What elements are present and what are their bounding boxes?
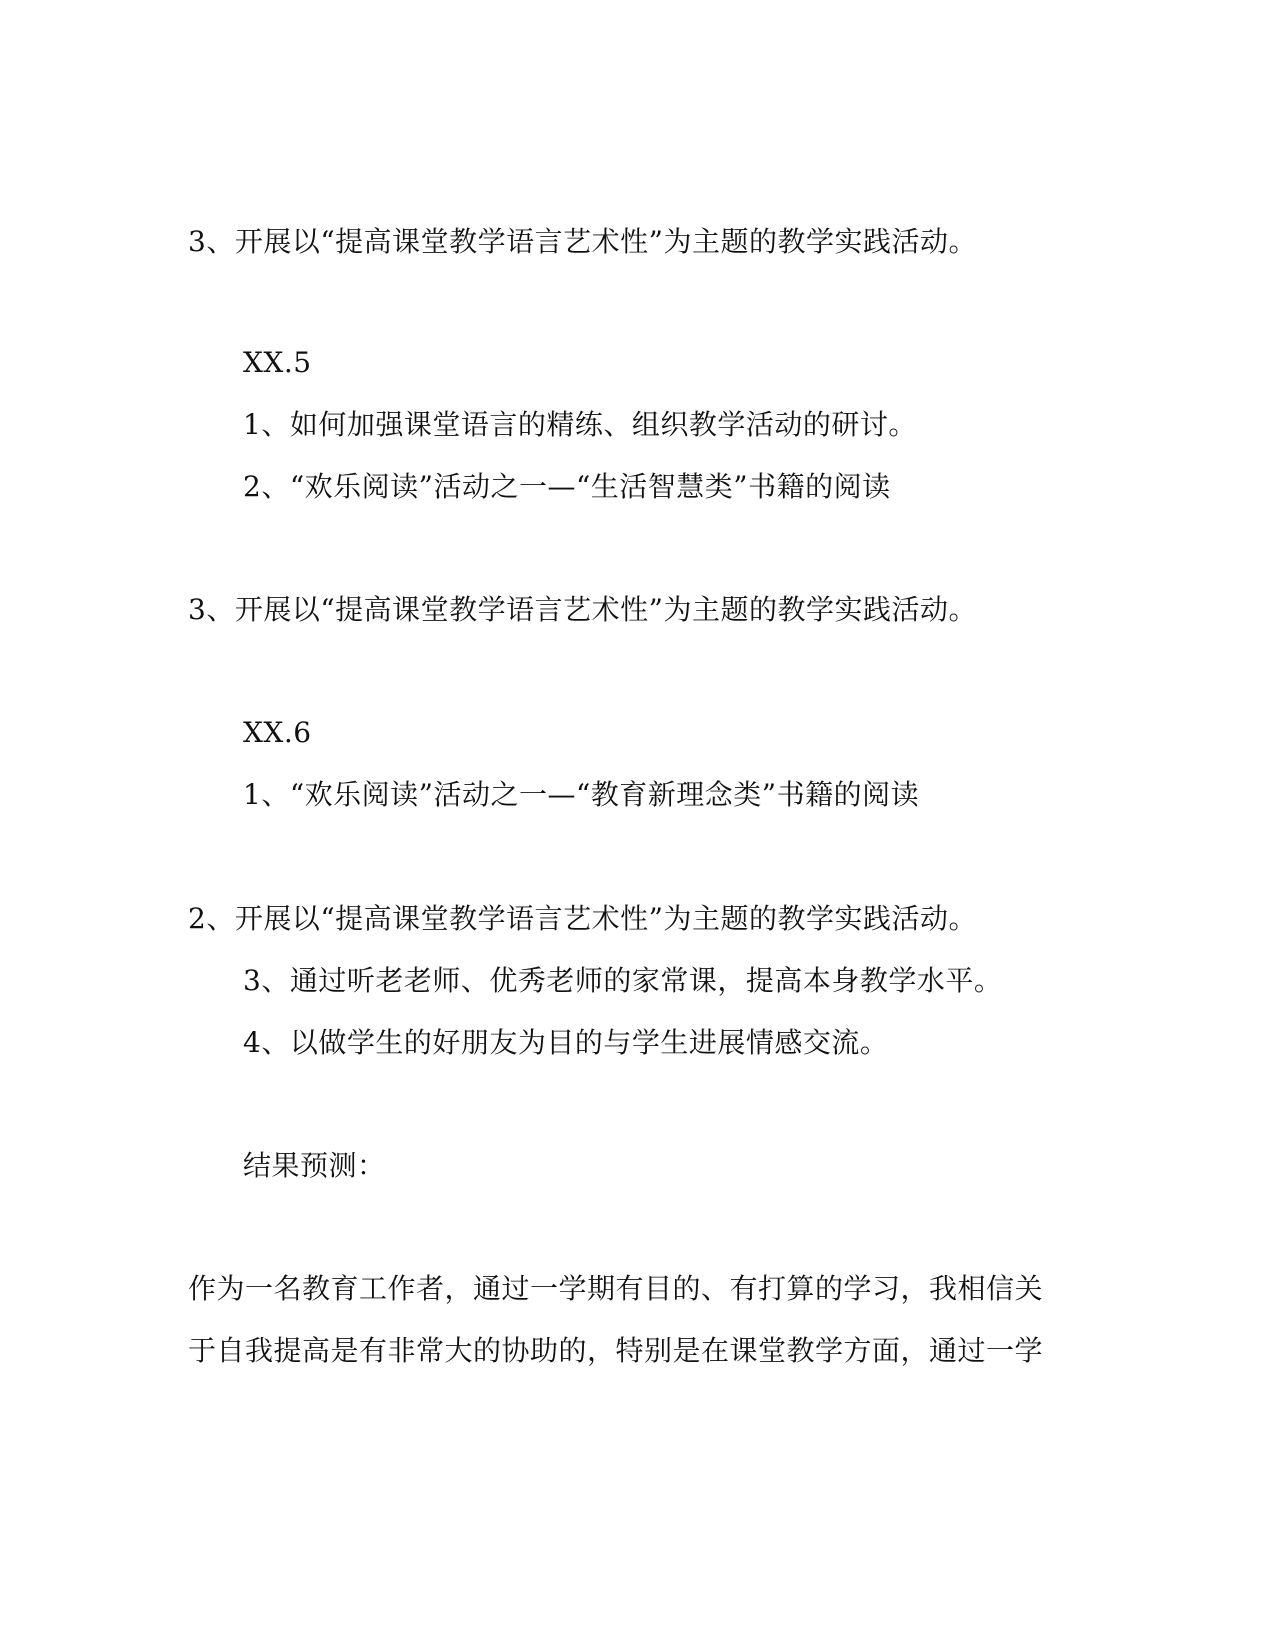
section-heading: XX.5 — [243, 346, 312, 379]
section-heading: XX.6 — [243, 716, 312, 749]
list-item: 3、通过听老老师、优秀老师的家常课，提高本身教学水平。 — [243, 964, 1003, 997]
list-item: 2、“欢乐阅读”活动之一—“生活智慧类”书籍的阅读 — [243, 470, 891, 503]
paragraph-line: 3、开展以“提高课堂教学语言艺术性”为主题的教学实践活动。 — [188, 225, 977, 258]
section-heading: 结果预测： — [243, 1149, 386, 1182]
paragraph-line: 作为一名教育工作者，通过一学期有目的、有打算的学习，我相信关 — [188, 1272, 1044, 1305]
list-item: 4、以做学生的好朋友为目的与学生进展情感交流。 — [243, 1026, 889, 1059]
paragraph-line: 2、开展以“提高课堂教学语言艺术性”为主题的教学实践活动。 — [188, 902, 977, 935]
paragraph-line: 于自我提高是有非常大的协助的，特别是在课堂教学方面，通过一学 — [188, 1334, 1044, 1367]
list-item: 1、如何加强课堂语言的精练、组织教学活动的研讨。 — [243, 408, 917, 441]
list-item: 1、“欢乐阅读”活动之一—“教育新理念类”书籍的阅读 — [243, 778, 920, 811]
paragraph-line: 3、开展以“提高课堂教学语言艺术性”为主题的教学实践活动。 — [188, 593, 977, 626]
